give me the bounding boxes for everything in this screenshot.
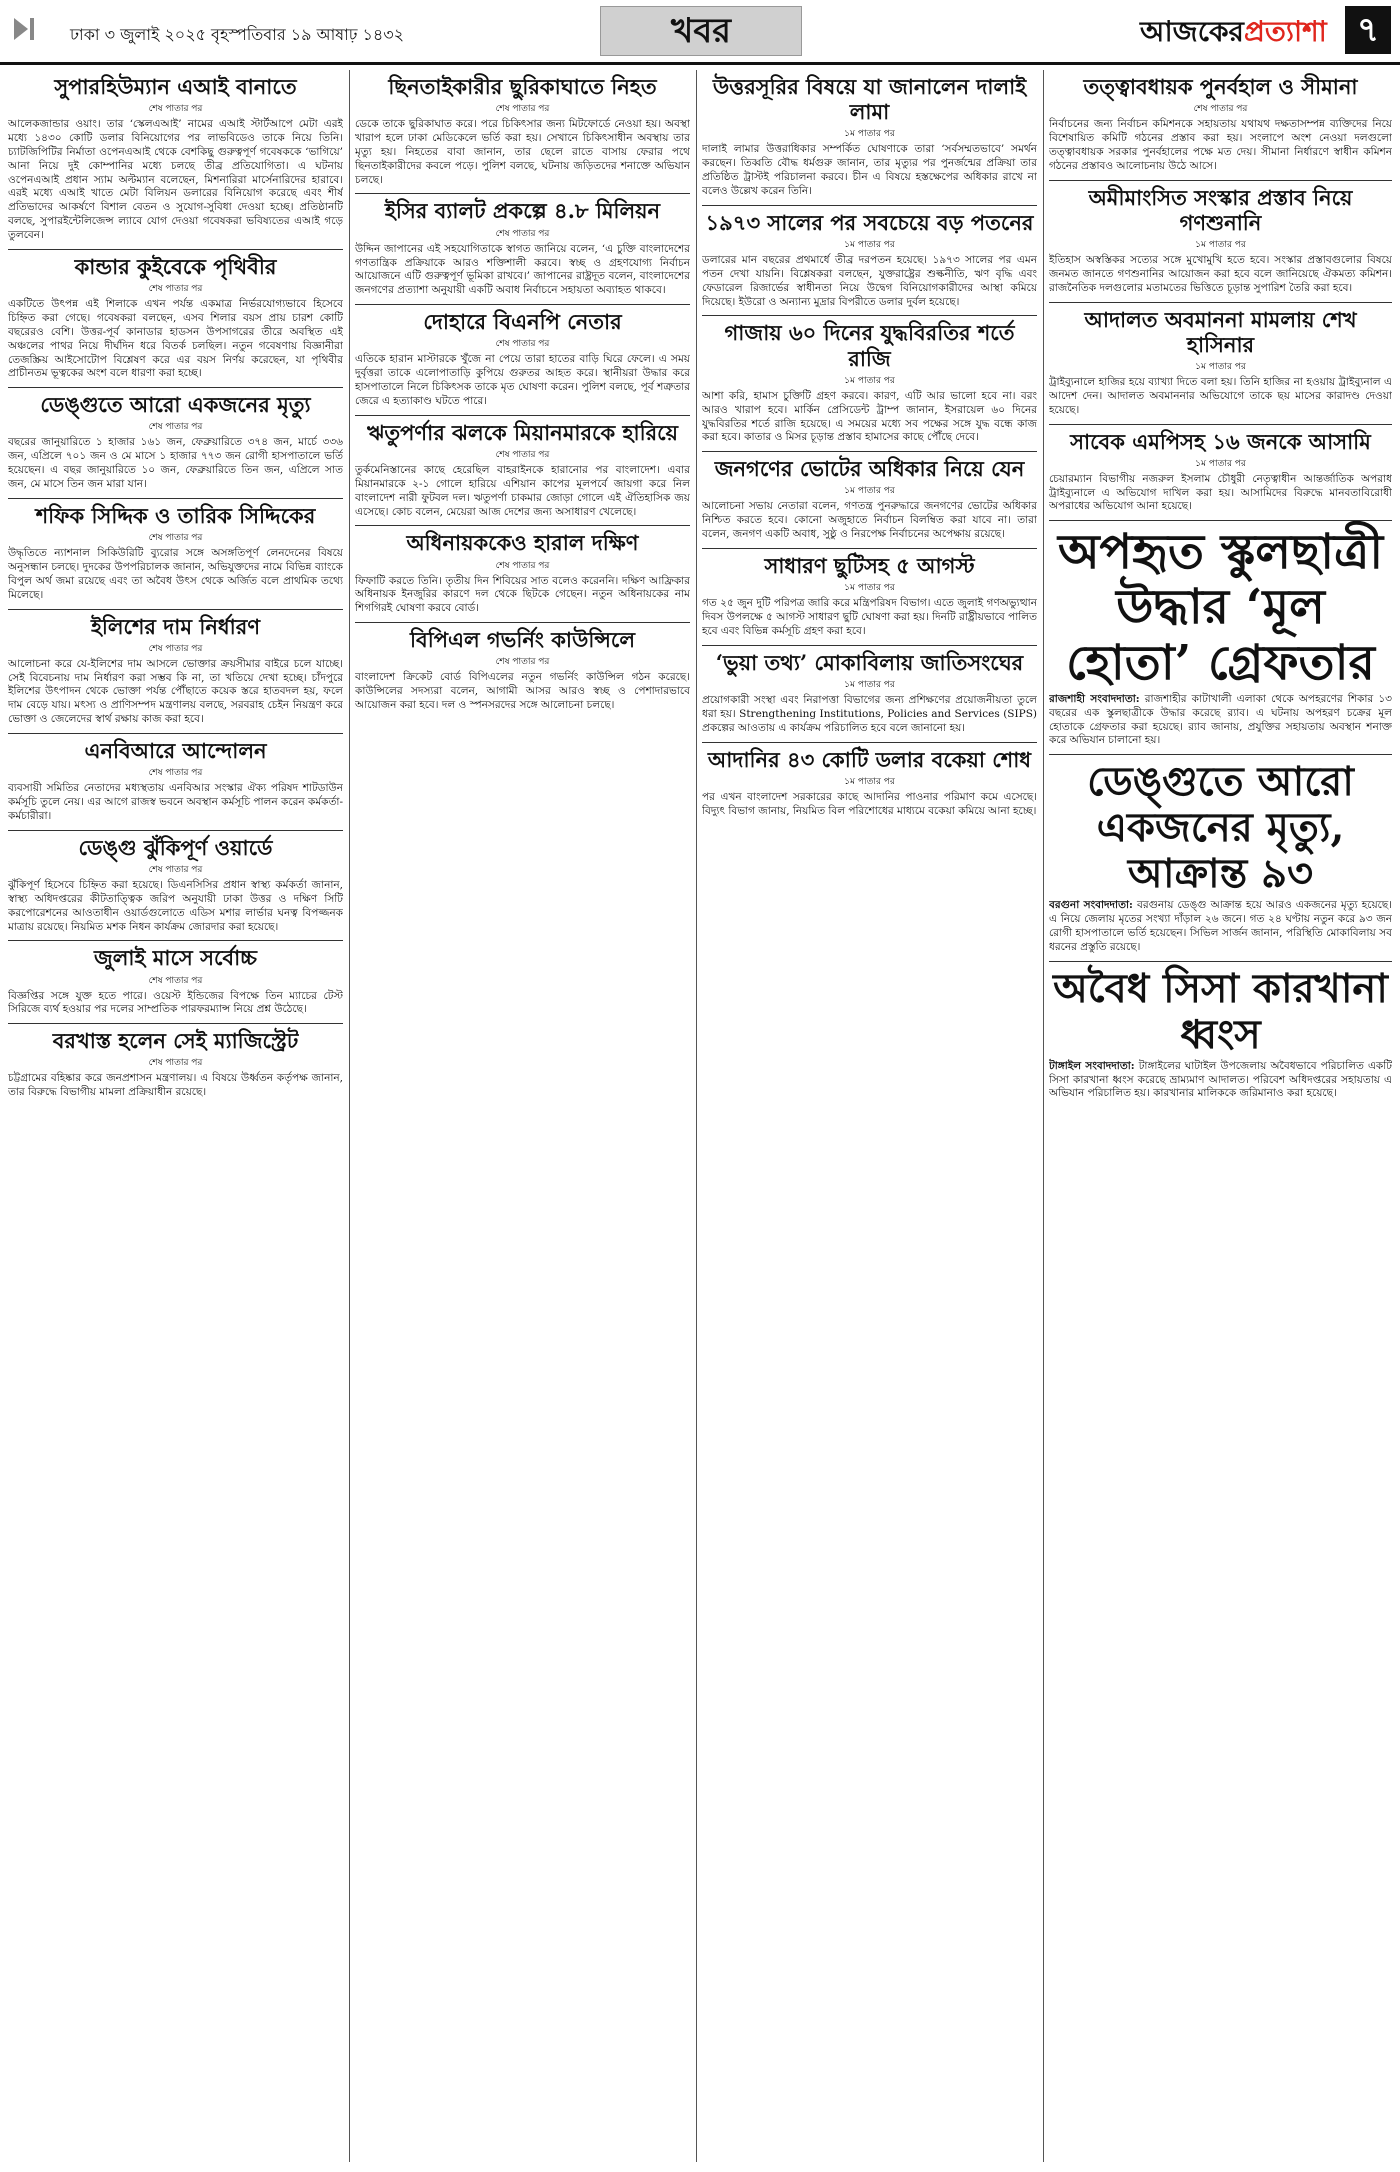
story-body — [702, 500, 1037, 542]
news-story — [8, 614, 343, 727]
column-2 — [355, 70, 690, 2162]
continuation-note: শেষ পাতার পর — [148, 104, 203, 115]
story-headline: ১৯৭৩ সালের পর সবচেয়ে বড় পতনের — [705, 209, 1034, 235]
story-divider — [8, 830, 343, 831]
story-divider — [355, 304, 690, 305]
story-headline: জনগণের ভোটের অধিকার নিয়ে যেন — [714, 456, 1025, 482]
story-divider — [8, 733, 343, 734]
news-story — [8, 74, 343, 243]
story-text: দালাই লামার উত্তরাধিকার সম্পর্কিত ঘোষণাকে তারা ‘সর্বসম্মতভাবে’ সমর্থন করছেন। তিব্বতি বৌদ্ধ ধর্মগুরু জানান, তার মৃত্যুর পর পুনর্জন্মের প্রক্রিয়া তার প্রতিষ্ঠিত ট্রাস্টই পরিচালনা করবে। চীন এ বিষয়ে হস্তক্ষেপের অধিকার রাখে না বলেও উল্লেখ করেন তিনি। — [702, 143, 1037, 197]
story-divider — [8, 387, 343, 388]
column-divider — [1043, 70, 1044, 2162]
story-text: একটিতে উৎপন্ন এই শিলাকে এখন পর্যন্ত একমাত্র নির্ভরযোগ্যভাবে হিসেবে চিহ্নিত করা গেছে। গবেষকরা বলছেন, এসব শিলার বয়স প্রায় চারশ কোটি বছরেরও বেশি। উত্তর-পূর্ব কানাডার হাডসন উপসাগরের তীরে অবস্থিত এই অঞ্চলের পাথর নিয়ে দীর্ঘদিন ধরে বিতর্ক চলছিল। নতুন গবেষণায় বিজ্ঞানীরা তেজস্ক্রিয় আইসোটোপ বিশ্লেষণ করে এর বয়স নির্ণয় করেছেন, যা পৃথিবীর প্রাচীনতম ভূত্বকের অংশ বলে ধারণা করা হচ্ছে। — [8, 298, 343, 380]
story-body — [702, 597, 1037, 639]
story-divider — [8, 940, 343, 941]
logo-part-2: প্রত্যাশা — [1243, 15, 1327, 48]
continuation-note: শেষ পাতার পর — [148, 1058, 203, 1069]
story-divider — [1049, 961, 1392, 962]
column-4 — [1049, 70, 1392, 2162]
story-text: ব্যবসায়ী সমিতির নেতাদের মধ্যস্থতায় এনবিআর সংস্কার ঐক্য পরিষদ শাটডাউন কর্মসূচি তুলে নেয়। এর আগে রাজস্ব ভবনে অবস্থান কর্মসূচি পালন করেন কর্মকর্তা-কর্মচারীরা। — [8, 782, 343, 822]
story-divider — [1049, 520, 1392, 521]
news-story — [355, 420, 690, 520]
continuation-note: ১ম পাতার পর — [844, 583, 895, 594]
story-text: আলোচনা সভায় নেতারা বলেন, গণতন্ত্র পুনরুদ্ধারে জনগণের ভোটের অধিকার নিশ্চিত করতে হবে। কোনো অজুহাতে নির্বাচন বিলম্বিত করা যাবে না। তারা বলেন, জনগণ একটি অবাধ, সুষ্ঠু ও নিরপেক্ষ নির্বাচনের অপেক্ষায় রয়েছে। — [702, 500, 1037, 541]
continuation-note: শেষ পাতার পর — [148, 864, 203, 875]
continuation-note: শেষ পাতার পর — [148, 643, 203, 654]
story-divider — [355, 415, 690, 416]
story-divider — [702, 451, 1037, 452]
story-body — [8, 436, 343, 491]
dateline: রাজশাহী সংবাদদাতা: — [1049, 692, 1140, 705]
news-story — [355, 627, 690, 713]
story-body — [8, 782, 343, 824]
story-text: বাংলাদেশ ক্রিকেট বোর্ড বিপিএলের নতুন গভর্নিং কাউন্সিল গঠন করেছে। কাউন্সিলের সদস্যরা বলেন, আগামী আসর আরও স্বচ্ছ ও পেশাদারভাবে আয়োজন করা হবে। দল ও স্পনসরদের সঙ্গে আলোচনা চলছে। — [355, 671, 690, 712]
continuation-note: ১ম পাতার পর — [844, 776, 895, 787]
dateline: টাঙ্গাইল সংবাদদাতা: — [1049, 1059, 1135, 1072]
story-headline: দোহারে বিএনপি নেতার — [423, 309, 622, 335]
story-text: আলোচনা করে যে-ইলিশের দাম আসলে ভোক্তার ক্রয়সীমার বাইরে চলে যাচ্ছে। সেই বিবেচনায় দাম নির্ধারণ করা সম্ভব কি না, তা খতিয়ে দেখা হচ্ছে। চাঁদপুরে ইলিশের উৎপাদন থেকে ভোক্তা পর্যন্ত পৌঁছাতে কয়েক স্তরে হাতবদল হয়, ফলে দাম বেড়ে যায়। মৎস্য ও প্রাণিসম্পদ মন্ত্রণালয় বলছে, সরবরাহ চেইন নিয়ন্ত্রণ করে ভোক্তা ও জেলেদের স্বার্থ রক্ষায় কাজ করা হবে। — [8, 657, 343, 726]
continuation-note: শেষ পাতার পর — [495, 104, 550, 115]
continuation-note: ১ম পাতার পর — [844, 486, 895, 497]
story-text: চেয়ারম্যান বিভাগীয় নজরুল ইসলাম চৌধুরী নেতৃত্বাধীন আন্তর্জাতিক অপরাধ ট্রাইব্যুনালে এ অভিযোগ দাখিল করা হয়। আসামিদের বিরুদ্ধে মানবতাবিরোধী অপরাধের অভিযোগ আনা হয়েছে। — [1049, 472, 1392, 513]
story-divider — [8, 249, 343, 250]
story-body — [1049, 899, 1392, 954]
newspaper-logo — [1140, 10, 1327, 57]
story-headline: ডেঙ্গুতে আরো একজনের মৃত্যু — [40, 392, 311, 418]
story-divider — [1049, 302, 1392, 303]
story-body — [8, 990, 343, 1018]
story-headline: ‘ভুয়া তথ্য’ মোকাবিলায় জাতিসংঘের — [715, 649, 1024, 675]
story-headline: গাজায় ৬০ দিনের যুদ্ধবিরতির শর্তে রাজি — [724, 320, 1015, 371]
continuation-note: শেষ পাতার পর — [148, 422, 203, 433]
news-story — [1049, 185, 1392, 296]
story-headline: জুলাই মাসে সর্বোচ্চ — [93, 945, 258, 971]
story-headline: উত্তরসূরির বিষয়ে যা জানালেন দালাই লামা — [712, 74, 1027, 125]
continuation-note: শেষ পাতার পর — [495, 657, 550, 668]
story-body — [1049, 1060, 1392, 1102]
story-headline: কান্ডার কুইবেকে পৃথিবীর — [74, 253, 277, 279]
story-body — [702, 390, 1037, 445]
story-headline: ইসির ব্যালট প্রকল্পে ৪.৮ মিলিয়ন — [384, 198, 661, 224]
news-story — [8, 835, 343, 935]
news-story — [1049, 74, 1392, 174]
dateline: বরগুনা সংবাদদাতা: — [1049, 899, 1133, 912]
news-story — [8, 254, 343, 381]
continuation-note: শেষ পাতার পর — [148, 768, 203, 779]
story-headline: শফিক সিদ্দিক ও তারিক সিদ্দিকের — [35, 502, 316, 528]
story-body — [8, 118, 343, 243]
story-divider — [1049, 424, 1392, 425]
story-body — [702, 143, 1037, 198]
story-text: বিজ্ঞপ্তির সঙ্গে যুক্ত হতে পারে। ওয়েস্ট ইন্ডিজের বিপক্ষে তিন ম্যাচের টেস্ট সিরিজে ব্যর্থ হওয়ার পর দলের সাম্প্রতিক পারফরম্যান্স নিয়ে প্রশ্ন উঠেছে। — [8, 989, 343, 1016]
news-story — [355, 198, 690, 298]
story-body — [702, 254, 1037, 309]
story-text: উদ্দিন জাপানের এই সহযোগিতাকে স্বাগত জানিয়ে বলেন, ‘এ চুক্তি বাংলাদেশের গণতান্ত্রিক প্রক্রিয়াকে আরও শক্তিশালী করবে। স্বচ্ছ ও গ্রহণযোগ্য নির্বাচন আয়োজনে এটি গুরুত্বপূর্ণ ভূমিকা রাখবে।’ জাপানের রাষ্ট্রদূত বলেন, বাংলাদেশের জনগণের প্রত্যাশা অনুযায়ী একটি অবাধ নির্বাচনে সহায়তা অব্যাহত থাকবে। — [355, 242, 690, 297]
news-story — [1049, 525, 1392, 748]
news-story — [702, 210, 1037, 310]
story-divider — [702, 742, 1037, 743]
story-headline: বরখাস্ত হলেন সেই ম্যাজিস্ট্রেট — [52, 1028, 299, 1054]
column-divider — [696, 70, 697, 2162]
continuation-note: ১ম পাতার পর — [844, 375, 895, 386]
story-body — [1049, 118, 1392, 173]
news-story — [1049, 307, 1392, 418]
news-story — [702, 320, 1037, 445]
story-divider — [355, 622, 690, 623]
story-body — [355, 671, 690, 713]
continuation-note: শেষ পাতার পর — [148, 533, 203, 544]
continuation-note: শেষ পাতার পর — [495, 449, 550, 460]
continuation-note: ১ম পাতার পর — [1195, 458, 1246, 469]
continuation-note: ১ম পাতার পর — [844, 679, 895, 690]
column-3 — [702, 70, 1037, 2162]
news-story — [8, 503, 343, 603]
story-text: পর এখন বাংলাদেশ সরকারের কাছে আদানির পাওনার পরিমাণ কমে এসেছে। বিদ্যুৎ বিভাগ জানায়, নিয়মিত বিল পরিশোধের মাধ্যমে বকেয়া কমিয়ে আনা হচ্ছে। — [702, 790, 1037, 817]
story-headline: সুপারহিউম্যান এআই বানাতে — [54, 74, 297, 99]
story-body — [1049, 473, 1392, 515]
news-story — [355, 74, 690, 187]
story-text: ট্রাইব্যুনালে হাজির হয়ে ব্যাখ্যা দিতে বলা হয়। তিনি হাজির না হওয়ায় ট্রাইব্যুনাল এ আদেশ দেন। আদালত অবমাননার অভিযোগে তাকে ছয় মাসের কারাদণ্ড দেওয়া হয়েছে। — [1049, 375, 1392, 416]
story-text: প্রয়োগকারী সংস্থা এবং নিরাপত্তা বিভাগের জন্য প্রশিক্ষণের প্রয়োজনীয়তা তুলে ধরা হয়। Strengthening Institutions, Policies and Services (SIPS) প্রকল্পের আওতায় এ কার্যক্রম পরিচালিত হবে বলে জানানো হয়। — [702, 693, 1037, 734]
continuation-note: ১ম পাতার পর — [844, 240, 895, 250]
story-text: রাজশাহীর কাটাখালী এলাকা থেকে অপহরণের শিকার ১৩ বছরের এক স্কুলছাত্রীকে উদ্ধার করেছে র‍্যাব। এ ঘটনায় অপহরণ চক্রের মূল হোতাকে গ্রেফতার করা হয়েছে। র‍্যাব জানায়, প্রযুক্তির সহায়তায় অবস্থান শনাক্ত করে অভিযান চালানো হয়। — [1049, 692, 1392, 747]
news-story — [702, 553, 1037, 639]
continuation-note: ১ম পাতার পর — [1195, 361, 1246, 372]
continuation-note: শেষ পাতার পর — [148, 975, 203, 986]
story-headline: সাধারণ ছুটিসহ ৫ আগস্ট — [764, 553, 975, 579]
story-body — [8, 547, 343, 602]
story-divider — [8, 1023, 343, 1024]
story-body — [8, 298, 343, 381]
news-story — [355, 309, 690, 409]
story-text: চট্টগ্রামের বহিষ্কার করে জনপ্রশাসন মন্ত্রণালয়। এ বিষয়ে উর্ধ্বতন কর্তৃপক্ষ জানান, তার বিরুদ্ধে বিভাগীয় মামলা প্রক্রিয়াধীন রয়েছে। — [8, 1072, 343, 1099]
story-text: আলেকজান্ডার ওয়াং। তার ‘স্কেলএআই’ নামের এআই স্টার্টআপে মেটা এরই মধ্যে ১৪৩০ কোটি ডলার বিনিয়োগের পর লাভবিডেও তাকে নিয়ে তিনি। চ্যাটজিপিটির নির্মাতা ওপেনএআই থেকে বেশকিছু গুরুত্বপূর্ণ গবেষককে ‘ভাগিয়ে’ আনা নিয়ে দুই কোম্পানির মধ্যে চলছে তীব্র প্রতিযোগিতা। এ ঘটনায় ওপেনএআই প্রধান স্যাম অল্টম্যান বলেছেন, মিশনারিরা মার্সেনারিদের হারাবে। এরই মধ্যে এআই খাতে মেটা বিলিয়ন ডলারের বিনিয়োগ করেছে এবং শীর্ষ প্রতিভাদের আকর্ষণে বিশাল বেতন ও সুযোগ-সুবিধা দেওয়া হচ্ছে। প্রতিষ্ঠানটি বলছে, সুপারইন্টেলিজেন্স ল্যাবে যোগ দেওয়া গবেষকরা ভবিষ্যতের এআই গড়ে তুলবেন। — [8, 118, 343, 242]
story-text: গত ২৫ জুন দুটি পরিপত্র জারি করে মন্ত্রিপরিষদ বিভাগ। এতে জুলাই গণঅভ্যুত্থান দিবস উপলক্ষে ৫ আগস্ট সাধারণ ছুটি ঘোষণা করা হয়। দিনটি রাষ্ট্রীয়ভাবে পালিত হবে এবং বিভিন্ন কর্মসূচি গ্রহণ করা হবে। — [702, 597, 1037, 637]
news-story — [702, 747, 1037, 819]
continuation-note: শেষ পাতার পর — [1193, 104, 1248, 115]
story-headline: আদানির ৪৩ কোটি ডলার বকেয়া শোধ — [707, 746, 1032, 772]
story-text: উদ্ধৃতিতে ন্যাশনাল সিকিউরিটি ব্যুরোর সঙ্গে অসঙ্গতিপূর্ণ লেনদেনের বিষয়ে অনুসন্ধান চলছে। দুদকের উপপরিচালক জানান, অভিযুক্তদের নামে বিভিন্ন ব্যাংকে বিপুল অর্থ জমা রয়েছে এবং তা অবৈধ উৎস থেকে অর্জিত বলে প্রাথমিক তথ্যে মিলেছে। — [8, 547, 343, 601]
news-story — [355, 530, 690, 616]
news-story — [1049, 429, 1392, 515]
story-divider — [702, 645, 1037, 646]
story-divider — [1049, 180, 1392, 181]
story-body — [1049, 376, 1392, 418]
story-text: ঝুঁকিপূর্ণ হিসেবে চিহ্নিত করা হয়েছে। ডিএনসিসির প্রধান স্বাস্থ্য কর্মকর্তা জানান, স্বাস্থ্য অধিদপ্তরের কীটতাত্ত্বিক জরিপ অনুযায়ী ঢাকা উত্তর ও দক্ষিণ সিটি করপোরেশনের আওতাধীন ওয়ার্ডগুলোতে এডিস মশার লার্ভার ঘনত্ব বিপজ্জনক মাত্রায় রয়েছে। নিয়মিত মশক নিধন কার্যক্রম জোরদার করা হয়েছে। — [8, 878, 343, 933]
story-headline: ঋতুপর্ণার ঝলকে মিয়ানমারকে হারিয়ে — [367, 419, 678, 445]
story-headline: ইলিশের দাম নির্ধারণ — [90, 613, 261, 639]
story-headline: অমীমাংসিত সংস্কার প্রস্তাব নিয়ে গণশুনানি — [1088, 184, 1353, 235]
story-text: বরগুনায় ডেঙ্গু আক্রান্ত হয়ে আরও একজনের মৃত্যু হয়েছে। এ নিয়ে জেলায় মৃতের সংখ্যা দাঁড়াল ২৬ জনে। গত ২৪ ঘণ্টায় নতুন করে ৯৩ জন রোগী হাসপাতালে ভর্তি হয়েছেন। সিভিল সার্জন জানান, পরিস্থিতি মোকাবিলায় সব ধরনের প্রস্তুতি রয়েছে। — [1049, 899, 1392, 953]
story-headline: অপহৃত স্কুলছাত্রী উদ্ধার ‘মূল হোতা’ গ্রেফতার — [1057, 524, 1384, 691]
continuation-note: শেষ পাতার পর — [495, 339, 550, 350]
story-text: বছরের জানুয়ারিতে ১ হাজার ১৬১ জন, ফেব্রুয়ারিতে ৩৭৪ জন, মার্চে ৩৩৬ জন, এপ্রিলে ৭০১ জন ও মে মাসে ১ হাজার ৭৭৩ জন রোগী হাসপাতালে ভর্তি হয়েছেন। এ বছর জানুয়ারিতে ১০ জন, ফেব্রুয়ারিতে তিন জন, এপ্রিলে সাত জন, মে মাসে তিন জন মারা যান। — [8, 436, 343, 491]
story-body — [8, 879, 343, 934]
story-divider — [8, 609, 343, 610]
story-divider — [1049, 754, 1392, 755]
story-body — [8, 658, 343, 727]
story-body — [702, 694, 1037, 736]
story-headline: এনবিআরে আন্দোলন — [84, 738, 267, 763]
news-story — [1049, 759, 1392, 954]
story-text: ডলারের মান বছরের প্রথমার্ধে তীব্র দরপতন হয়েছে। ১৯৭৩ সালের পর এমন পতন দেখা যায়নি। বিশ্লেষকরা বলছেন, যুক্তরাষ্ট্রের শুল্কনীতি, ঋণ বৃদ্ধি এবং ফেডারেল রিজার্ভের স্বাধীনতা নিয়ে উদ্বেগ বিনিয়োগকারীদের আস্থা কমিয়ে দিয়েছে। ইউরো ও অন্যান্য মুদ্রার বিপরীতে ডলার দুর্বল হয়েছে। — [702, 254, 1037, 308]
story-body — [8, 1072, 343, 1100]
news-story — [702, 650, 1037, 736]
story-text: টাঙ্গাইলের ঘাটাইল উপজেলায় অবৈধভাবে পরিচালিত একটি সিসা কারখানা ধ্বংস করেছে ভ্রাম্যমাণ আদালত। পরিবেশ অধিদপ্তরের সহায়তায় এ অভিযান পরিচালিত হয়। কারখানার মালিককে জরিমানাও করা হয়েছে। — [1049, 1059, 1392, 1100]
story-text: ইতিহাস অস্বস্তিকর সত্যের সঙ্গে মুখোমুখি হতে হবে। সংস্কার প্রস্তাবগুলোর বিষয়ে জনমত জানতে গণশুনানির আয়োজন করা হবে বলে জানিয়েছে ঐকমত্য কমিশন। রাজনৈতিক দলগুলোর মতামতের ভিত্তিতে চূড়ান্ত সুপারিশ তৈরি করা হবে। — [1049, 254, 1392, 294]
story-body — [355, 464, 690, 519]
news-story — [8, 738, 343, 824]
story-divider — [702, 205, 1037, 206]
story-divider — [355, 525, 690, 526]
story-headline: ডেঙ্গু ঝুঁকিপূর্ণ ওয়ার্ডে — [78, 834, 273, 860]
story-text: ডেকে তাকে ছুরিকাঘাত করে। পরে চিকিৎসার জন্য মিটফোর্ডে নেওয়া হয়। অবস্থা খারাপ হলে ঢাকা মেডিকেলে ভর্তি করা হয়। সেখানে চিকিৎসাধীন অবস্থায় তার মৃত্যু হয়। নিহতের বাবা জানান, তার ছেলে রাতে বাসায় ফেরার পথে ছিনতাইকারীদের কবলে পড়ে। পুলিশ বলছে, ঘটনায় জড়িতদের শনাক্তে অভিযান চলছে। — [355, 118, 690, 186]
news-story — [8, 1028, 343, 1100]
continuation-note: ১ম পাতার পর — [844, 129, 895, 140]
page-turn-icon — [10, 14, 40, 44]
story-divider — [702, 548, 1037, 549]
story-body — [355, 118, 690, 187]
story-text: নির্বাচনের জন্য নির্বাচন কমিশনকে সহায়তায় যথাযথ দক্ষতাসম্পন্ন ব্যক্তিদের নিয়ে বিশেষায়িত কমিটি গঠনের প্রস্তাব করা হয়। সংলাপে অংশ নেওয়া দলগুলো তত্ত্বাবধায়ক সরকার পুনর্বহালের পক্ষে মত দেয়। সীমানা নির্ধারণে স্বাধীন কমিশন গঠনের প্রস্তাবও আলোচনায় উঠে আসে। — [1049, 118, 1392, 172]
story-body — [355, 575, 690, 617]
story-headline: অবৈধ সিসা কারখানা ধ্বংস — [1053, 964, 1388, 1058]
page-number: ৭ — [1345, 6, 1391, 54]
story-body — [355, 243, 690, 298]
story-divider — [8, 498, 343, 499]
story-headline: তত্ত্বাবধায়ক পুনর্বহাল ও সীমানা — [1083, 74, 1358, 99]
section-title: খবর — [600, 6, 802, 56]
story-text: এতিকে হারান মাস্টারকে খুঁজে না পেয়ে তারা হাতের বাড়ি ঘিরে ফেলে। এ সময় দুর্বৃত্তরা তাকে এলোপাতাড়ি কুপিয়ে গুরুতর আহত করে। স্থানীয়রা উদ্ধার করে হাসপাতালে নিলে চিকিৎসক তাকে মৃত ঘোষণা করেন। পুলিশ বলছে, পূর্ব শত্রুতার জেরে এ হত্যাকাণ্ড ঘটতে পারে। — [355, 353, 690, 407]
story-headline: ছিনতাইকারীর ছুরিকাঘাতে নিহত — [388, 74, 657, 99]
story-divider — [702, 315, 1037, 316]
story-body — [702, 791, 1037, 819]
news-story — [8, 945, 343, 1017]
story-body — [355, 353, 690, 408]
continuation-note: শেষ পাতার পর — [148, 284, 203, 295]
column-divider — [349, 70, 350, 2162]
news-story — [1049, 966, 1392, 1102]
story-headline: বিপিএল গভর্নিং কাউন্সিলে — [410, 627, 635, 653]
story-headline: অধিনায়ককেও হারাল দক্ষিণ — [406, 530, 639, 556]
masthead — [0, 0, 1400, 65]
column-1 — [8, 70, 343, 2162]
story-body — [1049, 254, 1392, 296]
story-headline: সাবেক এমপিসহ ১৬ জনকে আসামি — [1070, 428, 1371, 454]
story-headline: ডেঙ্গুতে আরো একজনের মৃত্যু, আক্রান্ত ৯৩ — [1087, 758, 1354, 898]
story-body — [1049, 693, 1392, 748]
story-text: তুর্কমেনিস্তানের কাছে হেরেছিল বাহরাইনকে হারানোর পর বাংলাদেশ। এবার মিয়ানমারকে ২-১ গোলে হারিয়ে এশিয়ান কাপের মূলপর্বে জায়গা করে নিল বাংলাদেশ নারী ফুটবল দল। ঋতুপর্ণা চাকমার জোড়া গোলে এই ঐতিহাসিক জয় এসেছে। কোচ বলেন, মেয়েরা আজ দেশের জন্য অসাধারণ খেলেছে। — [355, 463, 690, 518]
continuation-note: শেষ পাতার পর — [495, 228, 550, 239]
story-text: আশা করি, হামাস চুক্তিটি গ্রহণ করবে। কারণ, এটি আর ভালো হবে না। বরং আরও খারাপ হবে। মার্কিন প্রেসিডেন্ট ট্রাম্প জানান, ইসরায়েল ৬০ দিনের যুদ্ধবিরতির শর্তে রাজি হয়েছে। এ সময়ের মধ্যে সব পক্ষের সঙ্গে যুদ্ধ বন্ধে কাজ করা হবে। কাতার ও মিসর চূড়ান্ত প্রস্তাব হামাসের কাছে পৌঁছে দেবে। — [702, 389, 1037, 444]
news-story — [702, 74, 1037, 199]
story-divider — [355, 193, 690, 194]
logo-part-1: আজকের — [1140, 15, 1244, 48]
continuation-note: ১ম পাতার পর — [1195, 240, 1246, 250]
issue-date: ঢাকা ৩ জুলাই ২০২৫ বৃহস্পতিবার ১৯ আষাঢ় ১৪৩২ — [70, 25, 405, 44]
story-headline: আদালত অবমাননা মামলায় শেখ হাসিনার — [1084, 306, 1357, 357]
news-story — [8, 392, 343, 492]
news-story — [702, 456, 1037, 542]
continuation-note: শেষ পাতার পর — [495, 560, 550, 571]
story-text: ফিফাটি করতে তিনি। তৃতীয় দিন শিবিয়ের সাত বলেও করেননি। দক্ষিণ আফ্রিকার অধিনায়ক ইনজুরির কারণে দল থেকে ছিটকে গেছেন। নতুন অধিনায়কের নাম শিগগিরই ঘোষণা করবে বোর্ড। — [355, 574, 690, 615]
